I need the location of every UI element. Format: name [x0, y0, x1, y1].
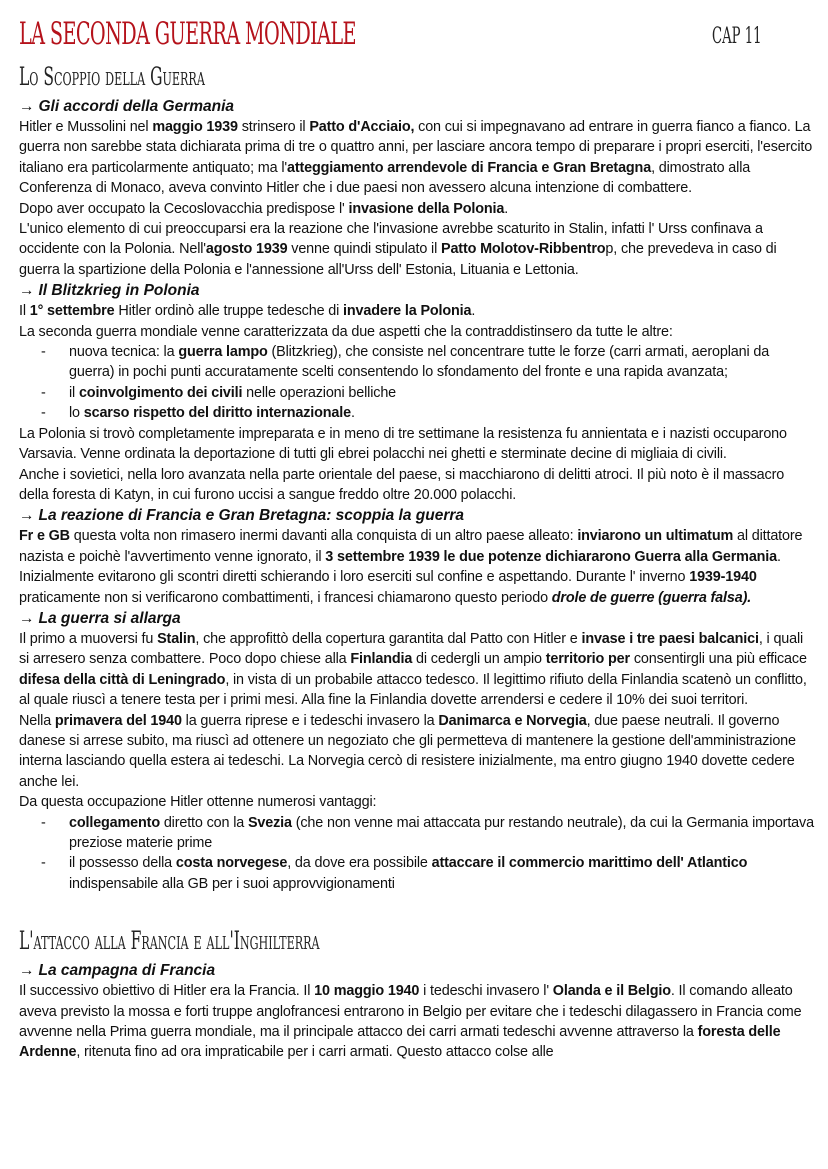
chapter-label: CAP 11 — [712, 24, 762, 49]
list-item — [69, 403, 814, 423]
body-text: . — [350, 405, 355, 422]
body-text: , in vista di un probabile attacco tedesco. Il legittimo rifiuto della Finlandia scatenò un conflitto, al quale riuscì a tenere testa per i primi mesi. Alla fine la Finlandia dovette arrendersi e cedere il 10% dei suoi territori. — [19, 671, 807, 709]
body-text: di cedergli un ampio — [412, 651, 546, 668]
emphasis-text: Patto d'Acciaio, — [309, 119, 415, 135]
arrow-right-icon: → — [19, 962, 35, 980]
arrow-right-icon: → — [19, 282, 35, 300]
emphasis-text: primavera del 1940 — [54, 712, 182, 729]
body-text: , ritenuta fino ad ora impraticabile per i carri armati. Questo attacco colse alle — [76, 1044, 554, 1061]
body-text: al dittatore nazista e poichè l'avvertimento venne ignorato, il — [19, 528, 803, 565]
paragraph — [19, 629, 814, 711]
emphasis-text: Danimarca e Norvegia — [438, 712, 587, 729]
subsection-heading-text: La campagna di Francia — [38, 962, 216, 980]
paragraph — [19, 117, 814, 199]
emphasis-text: foresta delle Ardenne — [19, 1024, 781, 1061]
body-text: la guerra riprese e i tedeschi invasero la — [181, 712, 439, 729]
arrow-right-icon: → — [19, 98, 35, 115]
subsection-heading-text: La guerra si allarga — [38, 609, 181, 627]
body-text: Il primo a muoversi fu — [19, 630, 158, 647]
emphasis-text: maggio 1939 — [152, 119, 238, 135]
body-text: Il successivo obiettivo di Hitler era la Francia. Il — [19, 983, 315, 1000]
section-title: Lo Scoppio della Guerra — [19, 62, 205, 91]
body-text: , due paese neutrali. Il governo danese si arrese subito, ma riuscì ad ottenere un negoziato che gli permetteva di mantenere la gestione dell'amministrazione interna lasciando quella estera ai tedeschi. La Norvegia cercò di resistere inizialmente, ma entro giugno 1940 dovette cedere anche lei. — [19, 712, 796, 790]
body-text: il — [69, 384, 79, 401]
paragraph — [19, 322, 814, 342]
subsection-heading-text: Il Blitzkrieg in Polonia — [38, 282, 200, 300]
body-text: il possesso della — [69, 855, 176, 872]
body-text: con cui si impegnavano ad entrare in guerra fianco a fianco. La guerra non sarebbe stata dichiarata prima di tre o quattro anni, per lasciare ancora tempo di preparare i propri eserciti, l'esercito italiano era particolarmente antiquato; ma l' — [19, 119, 813, 176]
subsection-heading — [19, 96, 814, 117]
emphasis-text: attaccare il commercio marittimo dell' Atlantico — [431, 855, 748, 872]
emphasis-text: invase i tre paesi balcanici — [581, 630, 759, 647]
bullet-list — [19, 342, 814, 424]
emphasis-text: collegamento — [69, 814, 160, 831]
body-text: Da questa occupazione Hitler ottenne numerosi vantaggi: — [19, 794, 377, 811]
document-title: LA SECONDA GUERRA MONDIALE — [19, 16, 356, 52]
arrow-right-icon: → — [19, 507, 35, 525]
body-text: indispensabile alla GB per i suoi approvvigionamenti — [69, 875, 395, 892]
body-text: questa volta non rimasero inermi davanti alla conquista di un altro paese alleato: — [69, 528, 578, 545]
page-header — [19, 10, 814, 58]
emphasis-text: 1939-1940 — [689, 569, 757, 586]
paragraph — [19, 711, 814, 793]
body-text: (che non venne mai attaccata pur restando neutrale), da cui la Germania importava preziose materie prime — [69, 814, 814, 851]
emphasis-text: Patto Molotov-Ribbentro — [441, 241, 606, 258]
emphasis-text: Finlandia — [350, 651, 413, 668]
paragraph — [19, 526, 814, 608]
emphasis-text: atteggiamento arrendevole di Francia e Gran Bretagna — [286, 159, 652, 176]
body-text: i tedeschi invasero l' — [419, 983, 553, 1000]
emphasis-text: Fr e GB — [19, 528, 70, 545]
emphasis-text: inviarono un ultimatum — [577, 528, 734, 545]
body-text: strinsero il — [237, 119, 310, 135]
list-item — [69, 342, 814, 383]
section-title: L'attacco alla Francia e all'Inghilterra — [19, 926, 320, 956]
paragraph — [19, 792, 814, 812]
emphasis-text: agosto 1939 — [205, 241, 288, 258]
subsection-heading — [19, 505, 814, 526]
body-text: . — [504, 200, 509, 217]
emphasis-text: invadere la Polonia — [343, 303, 472, 320]
body-text: praticamente non si verificarono combattimenti, i francesi chiamarono questo periodo — [19, 589, 552, 606]
paragraph — [19, 219, 814, 280]
emphasis-text: difesa della città di Leningrado — [19, 671, 226, 688]
body-text: venne quindi stipulato il — [287, 241, 441, 258]
bullet-list — [19, 813, 814, 895]
body-text: consentirgli una più efficace — [629, 651, 807, 668]
body-text: Hitler e Mussolini nel — [19, 119, 153, 135]
body-text: La Polonia si trovò completamente impreparata e in meno di tre settimane la resistenza fu annientata e i nazisti occuparono Varsavia. Venne ordinata la deportazione di tutti gli ebrei polacchi nei ghetti e sterminate decine di migliaia di civili. — [19, 425, 787, 463]
paragraph — [19, 424, 814, 465]
body-text: Hitler ordinò alle truppe tedesche di — [114, 303, 344, 320]
emphasis-text: Stalin — [157, 630, 196, 647]
emphasis-text: 3 settembre 1939 le due potenze dichiararono Guerra alla Germania — [325, 548, 778, 565]
body-text: L'unico elemento di cui preoccuparsi era la reazione che l'invasione avrebbe scaturito in Stalin, infatti l' Urss confinava a occidente con la Polonia. Nell' — [19, 221, 763, 258]
body-text: , che approfittò della copertura garantita dal Patto con Hitler e — [195, 630, 582, 647]
emphasis-text: costa norvegese — [175, 855, 288, 872]
body-text: Dopo aver occupato la Cecoslovacchia predispose l' — [19, 200, 349, 217]
emphasis-text: Olanda e il Belgio — [552, 983, 671, 1000]
body-text: Il — [19, 303, 30, 320]
subsection-heading — [19, 960, 814, 981]
emphasis-text: drole de guerre (guerra falsa). — [551, 589, 752, 606]
list-item — [69, 853, 814, 894]
body-text: Anche i sovietici, nella loro avanzata nella parte orientale del paese, si macchiarono di delitti atroci. Il più noto è il massacro della foresta di Katyn, in cui furono uccisi a sangue freddo oltre 20.000 polacchi. — [19, 466, 785, 503]
emphasis-text: 1° settembre — [29, 303, 115, 320]
subsection-heading-text: La reazione di Francia e Gran Bretagna: scoppia la guerra — [38, 507, 465, 525]
emphasis-text: invasione della Polonia — [348, 200, 505, 217]
subsection-heading-text: Gli accordi della Germania — [38, 98, 235, 115]
body-text: , i quali si arresero senza combattere. Poco dopo chiese alla — [19, 630, 804, 668]
body-text: diretto con la — [159, 814, 248, 831]
paragraph — [19, 199, 814, 219]
body-text: lo — [69, 405, 84, 422]
body-text: . — [471, 303, 476, 320]
arrow-right-icon: → — [19, 609, 35, 627]
emphasis-text: guerra lampo — [178, 344, 268, 361]
emphasis-text: scarso rispetto del diritto internazionale — [83, 405, 351, 422]
body-text: , da dove era possibile — [287, 855, 432, 872]
body-text: La seconda guerra mondiale venne caratterizzata da due aspetti che la contraddistinsero da tutte le altre: — [19, 323, 673, 340]
body-text: (Blitzkrieg), che consiste nel concentrare tutte le forze (carri armati, aeroplani da guerra) in pochi punti accuratamente scelti consentendo lo sfondamento del fronte e una rapida avanzata; — [69, 344, 770, 381]
emphasis-text: Svezia — [247, 814, 292, 831]
document-body — [19, 58, 814, 1063]
paragraph — [19, 981, 814, 1063]
body-text: , dimostrato alla Conferenza di Monaco, aveva convinto Hitler che i due paesi non avessero alcuna intenzione di combattere. — [19, 159, 751, 197]
emphasis-text: coinvolgimento dei civili — [78, 384, 243, 401]
paragraph — [19, 465, 814, 506]
body-text: nuova tecnica: la — [69, 344, 179, 361]
body-text: . Il comando alleato aveva previsto la mossa e forti truppe anglofrancesi entrarono in Belgio per evitare che i tedeschi dilagassero in Francia come avvenne nella Prima guerra mondiale, ma il principale attacco dei carri armati tedeschi avvenne attraverso la — [19, 983, 802, 1041]
subsection-heading — [19, 280, 814, 301]
emphasis-text: territorio per — [545, 651, 630, 668]
subsection-heading — [19, 608, 814, 629]
body-text: p, che prevedeva in caso di guerra la spartizione della Polonia e l'annessione all'Urss dell' Estonia, Lituania e Lettonia. — [19, 241, 777, 278]
emphasis-text: 10 maggio 1940 — [314, 983, 420, 1000]
paragraph — [19, 301, 814, 321]
body-text: . Inizialmente evitarono gli scontri diretti schierando i loro eserciti sul confine e aspettando. Durante l' inverno — [19, 548, 781, 586]
body-text: Nella — [19, 712, 55, 729]
list-item — [69, 383, 814, 403]
body-text: nelle operazioni belliche — [242, 384, 397, 401]
list-item — [69, 813, 814, 854]
